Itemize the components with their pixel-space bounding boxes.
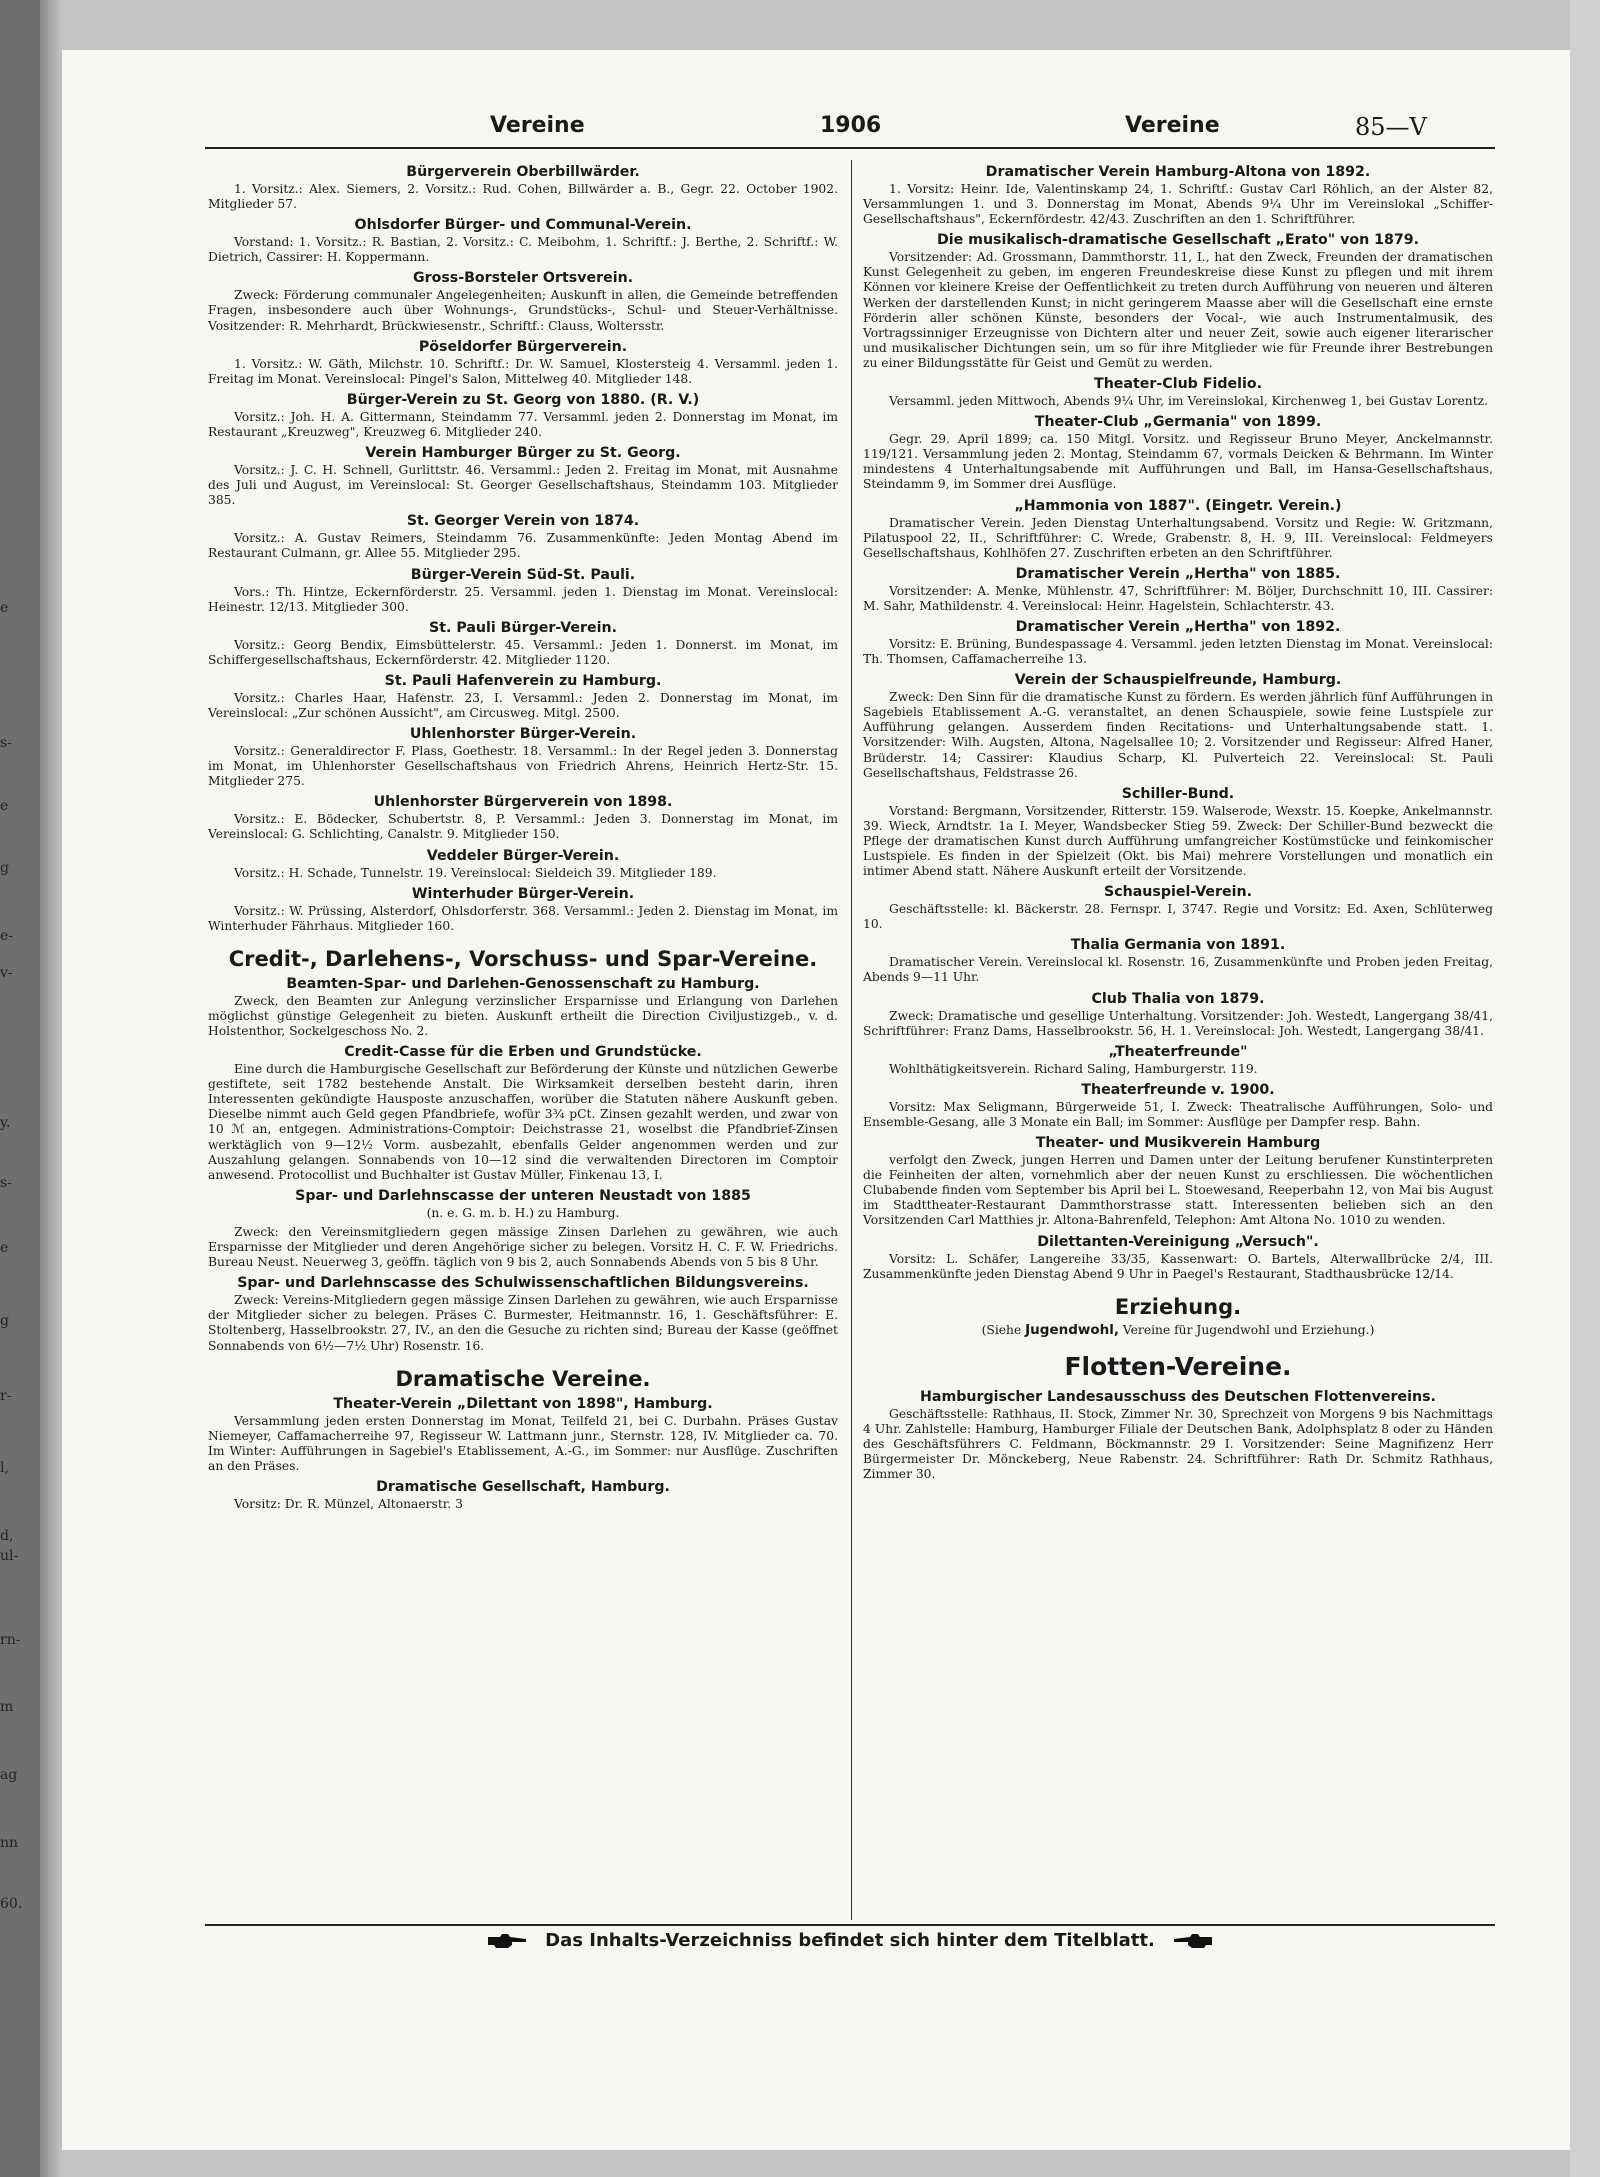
- directory-entry: [863, 565, 1493, 614]
- entry-body: Vorstand: Bergmann, Vorsitzender, Ritterstr. 159. Walserode, Wexstr. 15. Koepke, Ankelmannstr. 39. Wieck, Arndtstr. 1a I. Meyer, Wandsbecker Stieg 59. Zweck: Der Schiller-Bund bezweckt die Pflege der dramatischen Kunst durch Aufführung umfangreicher Kostümstücke und feinkomischer Lustspiele. Es finden in der Spielzeit (Okt. bis Mai) mehrere Vorstellungen und monatlich ein intimer Abend statt. Nähere Auskunft erteilt der Vorsitzende.: [863, 803, 1493, 879]
- directory-entry: [208, 216, 838, 265]
- note-link-text: Jugendwohl,: [1025, 1321, 1119, 1338]
- entry-title: Uhlenhorster Bürger-Verein.: [409, 726, 637, 743]
- column-divider: [851, 160, 852, 1920]
- entry-title: Pöseldorfer Bürgerverein.: [418, 338, 628, 355]
- entry-body: Vorsitz.: W. Prüssing, Alsterdorf, Ohlsdorferstr. 368. Versamml.: Jeden 2. Dienstag im Monat, im Winterhuder Fährhaus. Mitglieder 160.: [208, 903, 838, 933]
- entry-body: Versammlung jeden ersten Donnerstag im Monat, Teilfeld 21, bei C. Durbahn. Präses Gustav Niemeyer, Caffamacherreihe 97, Regisseur W. Lattmann junr., Sternstr. 128, IV. Mitglieder ca. 70. Im Winter: Aufführungen in Sagebiel's Etablissement, A.-G., im Sommer: nur Ausflüge. Zuschriften an den Präses.: [208, 1413, 838, 1473]
- entry-title: Dramatische Gesellschaft, Hamburg.: [376, 1478, 670, 1495]
- note-text: (Siehe: [981, 1322, 1026, 1337]
- margin-fragment: r-: [0, 1388, 12, 1404]
- directory-entry: [208, 269, 838, 333]
- margin-fragment: e: [0, 600, 9, 616]
- directory-entry: [208, 672, 838, 721]
- directory-entry: [208, 512, 838, 561]
- bottom-rule: [205, 1924, 1495, 1926]
- entry-body: Vorsitz: Dr. R. Münzel, Altonaerstr. 3: [234, 1496, 463, 1511]
- entry-subtitle: (n. e. G. m. b. H.) zu Hamburg.: [426, 1205, 620, 1220]
- entry-body: Dramatischer Verein. Jeden Dienstag Unterhaltungsabend. Vorsitz und Regie: W. Gritzmann, Pilatuspool 22, II., Schriftführer: C. Wrede, Grabenstr. 8, H. 9, III. Vereinslocal: Feldmeyers Gesellschaftshaus, Kohlhöfen 27. Zuschriften erbeten an den Schriftführer.: [863, 515, 1493, 560]
- entry-title: Credit-Casse für die Erben und Grundstücke.: [344, 1044, 702, 1061]
- entry-body: Zweck: Förderung communaler Angelegenheiten; Auskunft in allen, die Gemeinde betreffenden Fragen, insbesondere auch über Wohnungs-, Grundstücks-, Schul- und Steuer-Verhältnisse. Vositzender: R. Mehrhardt, Brückwiesenstr., Schriftf.: Clauss, Woltersstr.: [208, 288, 838, 333]
- entry-title: St. Pauli Hafenverein zu Hamburg.: [384, 672, 662, 689]
- directory-entry: [208, 1478, 838, 1512]
- entry-title: St. Pauli Bürger-Verein.: [428, 619, 618, 636]
- header-right-title: Vereine: [1125, 113, 1220, 138]
- entry-body: Vorstand: 1. Vorsitz.: R. Bastian, 2. Vorsitz.: C. Meibohm, 1. Schriftf.: J. Berthe, 2. Schriftf.: W. Dietrich, Cassirer: H. Koppermann.: [208, 235, 838, 265]
- margin-fragment: ag: [0, 1767, 18, 1783]
- directory-entry: [208, 885, 838, 934]
- entry-body: Vorsitz.: Georg Bendix, Eimsbüttelerstr. 45. Versamml.: Jeden 1. Donnerst. im Monat, im Schiffergesellschaftshaus, Eckernförderstr. 42. Mitglieder 1120.: [208, 637, 838, 667]
- margin-fragment: nn: [0, 1835, 19, 1851]
- entry-body: Gegr. 29. April 1899; ca. 150 Mitgl. Vorsitz. und Regisseur Bruno Meyer, Anckelmannstr. 119/121. Versammlung jeden 2. Montag, Steindamm 67, vormals Deicken & Behrmann. Im Winter mindestens 4 Unterhaltungsabende mit Aufführungen und Ball, im Hansa-Gesellschaftshaus, Steindamm 9, im Sommer drei Ausflüge.: [863, 432, 1493, 492]
- section-heading: Credit-, Darlehens-, Vorschuss- und Spar-Vereine.: [228, 946, 818, 971]
- entry-body: Geschäftsstelle: kl. Bäckerstr. 28. Fernspr. I, 3747. Regie und Vorsitz: Ed. Axen, Schlüterweg 10.: [863, 902, 1493, 932]
- directory-entry: [863, 618, 1493, 667]
- directory-entry: [863, 163, 1493, 227]
- entry-title: Beamten-Spar- und Darlehen-Genossenschaft zu Hamburg.: [286, 975, 760, 992]
- entry-body: Zweck: Den Sinn für die dramatische Kunst zu fördern. Es werden jährlich fünf Aufführungen in Sagebiels Etablissement A.-G. veranstaltet, an denen Schauspiele, sowie feine Lustspiele zur Aufführung gelangen. Ausserdem finden Recitations- und Unterhaltungsabende statt. 1. Vorsitzender: Wilh. Augsten, Altona, Nagelsallee 10; 2. Vorsitzender und Regisseur: Alfred Haner, Brüderstr. 14; Cassirer: Klaudius Scharp, Kl. Pulverteich 22. Vereinslocal: St. Pauli Gesellschaftshaus, Feldstrasse 26.: [863, 690, 1493, 780]
- entry-body: Vorsitz: E. Brüning, Bundespassage 4. Versamml. jeden letzten Dienstag im Monat. Vereinslocal: Th. Thomsen, Caffamacherreihe 13.: [863, 636, 1493, 667]
- directory-entry: [863, 785, 1493, 879]
- entry-title: Theater-Verein „Dilettant von 1898", Hamburg.: [333, 1395, 713, 1412]
- margin-fragment: e-: [0, 928, 14, 944]
- entry-body: Vorsitzender: Ad. Grossmann, Dammthorstr. 11, I., hat den Zweck, Freunden der dramatischen Kunst Gelegenheit zu geben, im engeren Freundeskreise diese Kunst zu pflegen und mit ihrem Können vor kleinere Kreise der Oeffentlichkeit zu treten durch Aufführung von neueren und älteren Werken der darstellenden Kunst; in nicht geringerem Maasse aber will die Gesellschaft eine ernste Förderin aller schönen Künste, besonders der Vocal-, wie auch Instrumentalmusik, des Vortragssinniger Erzeugnisse von Dichtern alter und neuer Zeit, sowie auch eigener literarischer und musikalischer Dichtungen sein, um so für ihre Mitglieder wie für Freunde ihrer Bestrebungen zu einer Bildungsstätte für Geist und Gemüt zu werden.: [863, 250, 1493, 370]
- margin-fragment: g: [0, 860, 9, 876]
- entry-title: Thalia Germania von 1891.: [1070, 937, 1286, 954]
- directory-entry: [863, 1388, 1493, 1482]
- entry-title: Bürgerverein Oberbillwärder.: [406, 164, 640, 180]
- directory-entry: [863, 375, 1493, 409]
- margin-fragment: e: [0, 1240, 9, 1256]
- entry-title: Veddeler Bürger-Verein.: [426, 847, 620, 864]
- directory-entry: [208, 725, 838, 789]
- directory-entry: [208, 1043, 838, 1183]
- entry-title: Dramatischer Verein „Hertha" von 1892.: [1015, 618, 1341, 635]
- entry-title: Ohlsdorfer Bürger- und Communal-Verein.: [354, 217, 692, 234]
- entry-body: Vorsitz.: Charles Haar, Hafenstr. 23, I. Versamml.: Jeden 2. Donnerstag im Monat, im Vereinslocal: „Zur schönen Aussicht", am Circusweg. Mitgl. 2500.: [208, 690, 838, 720]
- entry-title: Gross-Borsteler Ortsverein.: [412, 270, 634, 287]
- cross-reference-note: [863, 1323, 1493, 1338]
- scan-edge: [1570, 0, 1600, 2177]
- right-column: [863, 162, 1493, 1486]
- margin-fragment: l,: [0, 1460, 9, 1476]
- entry-title: Schiller-Bund.: [1121, 785, 1235, 802]
- margin-fragment: s-: [0, 735, 12, 751]
- entry-title: Theater-Club Fidelio.: [1094, 376, 1262, 393]
- entry-body: verfolgt den Zweck, jungen Herren und Damen unter der Leitung berufener Kunstinterpreten die Feinheiten der alten, vornehmlich aber der neuen Kunst zu erschliessen. Die wöchentlichen Clubabende finden vom September bis April bei L. Stoewesand, Reeperbahn 12, von Mai bis August im Stadttheater-Restaurant Dammthorstrasse statt. Interessenten belieben sich an den Vorsitzenden Carl Matthies jr. Altona-Bahrenfeld, Telephon: Amt Altona No. 1010 zu wenden.: [863, 1153, 1493, 1228]
- section-heading: Erziehung.: [1114, 1294, 1242, 1319]
- entry-title: Verein der Schauspielfreunde, Hamburg.: [1014, 672, 1342, 689]
- entry-body: Dramatischer Verein. Vereinslocal kl. Rosenstr. 16, Zusammenkünfte und Proben jeden Freitag, Abends 9—11 Uhr.: [863, 955, 1493, 985]
- entry-title: Spar- und Darlehnscasse des Schulwissenschaftlichen Bildungsvereins.: [237, 1275, 809, 1292]
- entry-body: Vorsitz.: Joh. H. A. Gittermann, Steindamm 77. Versamml. jeden 2. Donnerstag im Monat, im Restaurant „Kreuzweg", Kreuzweg 6. Mitglieder 240.: [208, 409, 838, 439]
- directory-entry: [863, 1043, 1493, 1077]
- directory-entry: [863, 497, 1493, 561]
- page-number: 85—V: [1355, 113, 1427, 141]
- directory-entry: [863, 1134, 1493, 1228]
- entry-body: Vorsitz: L. Schäfer, Langereihe 33/35, Kassenwart: O. Bartels, Alterwallbrücke 2/4, III. Zusammenkünfte jeden Dienstag Abend 9 Uhr in Paegel's Restaurant, Stadthausbrücke 12/14.: [863, 1251, 1493, 1281]
- entry-title: „Hammonia von 1887". (Eingetr. Verein.): [1014, 497, 1342, 514]
- header-year: 1906: [820, 113, 882, 138]
- directory-entry: [863, 936, 1493, 985]
- section-heading: Dramatische Vereine.: [395, 1366, 651, 1391]
- directory-entry: [208, 338, 838, 387]
- entry-body: Zweck: den Vereinsmitgliedern gegen mässige Zinsen Darlehen zu gewähren, wie auch Ersparnisse der Mitglieder und deren Angehörige sicher zu belegen. Vorsitz H. C. F. W. Friedrichs. Bureau Neust. Neuerweg 3, geöffn. täglich von 9 bis 2, auch Sonnabends Abends von 5 bis 8 Uhr.: [208, 1224, 838, 1270]
- directory-entry: [863, 231, 1493, 371]
- entry-body: Vorsitz: Max Seligmann, Bürgerweide 51, I. Zweck: Theatralische Aufführungen, Solo- und Ensemble-Gesang, alle 3 Monate ein Ball; im Sommer: Ausflüge per Dampfer resp. Bahn.: [863, 1099, 1493, 1129]
- section-heading: Flotten-Vereine.: [1064, 1351, 1292, 1381]
- entry-title: Theater-Club „Germania" von 1899.: [1034, 414, 1322, 431]
- header-left-title: Vereine: [490, 113, 585, 138]
- entry-title: Dramatischer Verein „Hertha" von 1885.: [1015, 565, 1341, 582]
- entry-body: Vors.: Th. Hintze, Eckernförderstr. 25. Versamml. jeden 1. Dienstag im Monat. Vereinslocal: Heinestr. 12/13. Mitglieder 300.: [208, 584, 838, 614]
- entry-body: Wohlthätigkeitsverein. Richard Saling, Hamburgerstr. 119.: [889, 1061, 1258, 1076]
- directory-entry: [208, 1395, 838, 1474]
- directory-entry: [208, 975, 838, 1039]
- directory-entry: [208, 1187, 838, 1270]
- entry-body: Vorsitz.: Generaldirector F. Plass, Goethestr. 18. Versamml.: In der Regel jeden 3. Donnerstag im Monat, im Uhlenhorster Gesellschaftshaus von Friedrich Ahrens, Heinrich Hertz-Str. 15. Mitglieder 275.: [208, 744, 838, 789]
- entry-body: 1. Vorsitz: Heinr. Ide, Valentinskamp 24, 1. Schriftf.: Gustav Carl Röhlich, an der Alster 82, Versammlungen 1. und 3. Donnerstag im Monat, Abends 9¼ Uhr im Vereinslokal „Schiffer-Gesellschaftshaus", Eckernfördestr. 42/43. Zuschriften an den 1. Schriftführer.: [863, 182, 1493, 227]
- footer-text: Das Inhalts-Verzeichniss befindet sich hinter dem Titelblatt.: [545, 1930, 1155, 1951]
- entry-title: Bürger-Verein zu St. Georg von 1880. (R. V.): [346, 391, 700, 408]
- note-text: Vereine für Jugendwohl und Erziehung.): [1119, 1322, 1375, 1337]
- entry-title: Hamburgischer Landesausschuss des Deutschen Flottenvereins.: [920, 1388, 1436, 1405]
- directory-entry: [208, 444, 838, 508]
- directory-entry: [863, 1233, 1493, 1282]
- entry-title: Club Thalia von 1879.: [1091, 990, 1265, 1007]
- directory-entry: [863, 671, 1493, 781]
- directory-entry: [208, 793, 838, 842]
- entry-title: Uhlenhorster Bürgerverein von 1898.: [373, 794, 673, 811]
- entry-body: Zweck: Vereins-Mitgliedern gegen mässige Zinsen Darlehen zu gewähren, wie auch Ersparnisse der Mitglieder sicher zu belegen. Präses C. Burmester, Heitmannstr. 16, 1. Geschäftsführer: E. Stoltenberg, Hasselbrookstr. 27, IV., an den die Gesuche zu richten sind; Bureau der Kasse (geöffnet Sonnabends von 6½—7½ Uhr) Rosenstr. 16.: [208, 1293, 838, 1353]
- entry-title: Schauspiel-Verein.: [1103, 884, 1252, 901]
- entry-title: Verein Hamburger Bürger zu St. Georg.: [365, 445, 681, 462]
- directory-entry: [208, 847, 838, 881]
- margin-fragment: y.: [0, 1115, 11, 1131]
- margin-fragment: e: [0, 798, 9, 814]
- entry-title: Bürger-Verein Süd-St. Pauli.: [410, 566, 636, 583]
- entry-body: Vorsitz.: E. Bödecker, Schubertstr. 8, P. Versamml.: Jeden 3. Donnerstag im Monat, im Vereinslocal: G. Schlichting, Canalstr. 9. Mitglieder 150.: [208, 812, 838, 842]
- entry-body: Zweck, den Beamten zur Anlegung verzinslicher Ersparnisse und Erlangung von Darlehen möglichst günstige Gelegenheit zu bieten. Auskunft ertheilt die Direction Civiljustizgeb., v. d. Holstenthor, Sockelgeschoss No. 2.: [208, 993, 838, 1038]
- directory-entry: [208, 566, 838, 615]
- directory-entry: [863, 1081, 1493, 1130]
- margin-fragment: m: [0, 1699, 14, 1715]
- pointing-hand-right-icon: [486, 1931, 528, 1951]
- entry-title: Theaterfreunde v. 1900.: [1081, 1081, 1275, 1098]
- entry-title: Theater- und Musikverein Hamburg: [1035, 1135, 1321, 1152]
- entry-title: Dilettanten-Vereinigung „Versuch".: [1037, 1233, 1319, 1250]
- entry-body: Geschäftsstelle: Rathhaus, II. Stock, Zimmer Nr. 30, Sprechzeit von Morgens 9 bis Nachmittags 4 Uhr. Zahlstelle: Hamburg, Hamburger Filiale der Deutschen Bank, Adolphsplatz 8 oder zu Händen des Geschäftsführers C. Feldmann, Böckmannstr. 29 I. Vorsitzender: Seine Magnifizenz Herr Bürgermeister Dr. Mönckeberg, Neue Rabenstr. 24. Schriftführer: Rath Dr. Schmitz Rathhaus, Zimmer 30.: [863, 1406, 1493, 1482]
- entry-title: Winterhuder Bürger-Verein.: [411, 885, 635, 902]
- entry-body: Vorsitz.: J. C. H. Schnell, Gurlittstr. 46. Versamml.: Jeden 2. Freitag im Monat, mit Ausnahme des Juli und August, im Vereinslocal: St. Georger Gesellschaftshaus, Steindamm 103. Mitglieder 385.: [208, 463, 838, 508]
- margin-fragment: rn-: [0, 1632, 21, 1648]
- directory-entry: [208, 163, 838, 212]
- margin-fragment: d,: [0, 1528, 14, 1544]
- margin-fragment: g: [0, 1313, 9, 1329]
- entry-body: Versamml. jeden Mittwoch, Abends 9¼ Uhr, im Vereinslokal, Kirchenweg 1, bei Gustav Lorentz.: [889, 394, 1489, 409]
- entry-title: „Theaterfreunde": [1108, 1043, 1248, 1060]
- entry-title: Spar- und Darlehnscasse der unteren Neustadt von 1885: [295, 1187, 751, 1204]
- entry-body: Zweck: Dramatische und gesellige Unterhaltung. Vorsitzender: Joh. Westedt, Langergang 38/41, Schriftführer: Franz Dams, Hasselbrookstr. 56, H. 1. Vereinslocal: Joh. Westedt, Langergang 38/41.: [863, 1008, 1493, 1038]
- entry-body: Vorsitzender: A. Menke, Mühlenstr. 47, Schriftführer: M. Böljer, Durchschnitt 10, III. Cassirer: M. Sahr, Mathildenstr. 4. Vereinslocal: Heinr. Hagelstein, Schlachterstr. 43.: [863, 583, 1493, 613]
- entry-body: 1. Vorsitz.: W. Gäth, Milchstr. 10. Schriftf.: Dr. W. Samuel, Klostersteig 4. Versamml. jeden 1. Freitag im Monat. Vereinslocal: Pingel's Salon, Mittelweg 40. Mitglieder 148.: [208, 356, 838, 386]
- pointing-hand-left-icon: [1172, 1931, 1214, 1951]
- entry-title: Dramatischer Verein Hamburg-Altona von 1892.: [985, 164, 1371, 180]
- entry-body: 1. Vorsitz.: Alex. Siemers, 2. Vorsitz.: Rud. Cohen, Billwärder a. B., Gegr. 22. October 1902. Mitglieder 57.: [208, 182, 838, 212]
- directory-entry: [863, 883, 1493, 932]
- entry-body: Vorsitz.: H. Schade, Tunnelstr. 19. Vereinslocal: Sieldeich 39. Mitglieder 189.: [234, 865, 717, 880]
- margin-fragment: ul-: [0, 1548, 19, 1564]
- running-header: [205, 107, 1495, 149]
- directory-entry: [208, 391, 838, 440]
- entry-title: St. Georger Verein von 1874.: [406, 513, 640, 530]
- margin-fragment: 60.: [0, 1896, 23, 1912]
- margin-fragment: v-: [0, 965, 13, 981]
- margin-fragment: s-: [0, 1175, 12, 1191]
- footer-notice: [205, 1930, 1495, 1966]
- left-column: [208, 162, 838, 1516]
- directory-entry: [208, 619, 838, 668]
- entry-body: Vorsitz.: A. Gustav Reimers, Steindamm 76. Zusammenkünfte: Jeden Montag Abend im Restaurant Culmann, gr. Allee 55. Mitglieder 295.: [208, 531, 838, 561]
- entry-title: Die musikalisch-dramatische Gesellschaft „Erato" von 1879.: [936, 232, 1420, 249]
- directory-entry: [863, 413, 1493, 492]
- directory-entry: [208, 1274, 838, 1353]
- directory-entry: [863, 990, 1493, 1039]
- entry-body: Eine durch die Hamburgische Gesellschaft zur Beförderung der Künste und nützlichen Gewerbe gestiftete, seit 1782 bestehende Anstalt. Die Wirksamkeit derselben besteht darin, ihren Interessenten gekündigte Hausposte anzuschaffen, worüber die Statuten nähere Auskunft geben. Dieselbe nimmt auch Geld gegen Pfandbriefe, wofür 3¾ pCt. Zinsen gezahlt werden, und zwar von 10 ℳ an, entgegen. Administrations-Comptoir: Deichstrasse 21, woselbst die Pfandbrief-Zinsen werktäglich von 9—12½ Vorm. ausbezahlt, ebenfalls Gelder angenommen werden und zur Auszahlung gelangen. Sonnabends von 10—12 sind die verwaltenden Directoren im Comptoir anwesend. Protocollist und Buchhalter ist Gustav Müller, Finkenau 13, I.: [208, 1062, 838, 1182]
- gutter-shadow: [40, 0, 62, 2177]
